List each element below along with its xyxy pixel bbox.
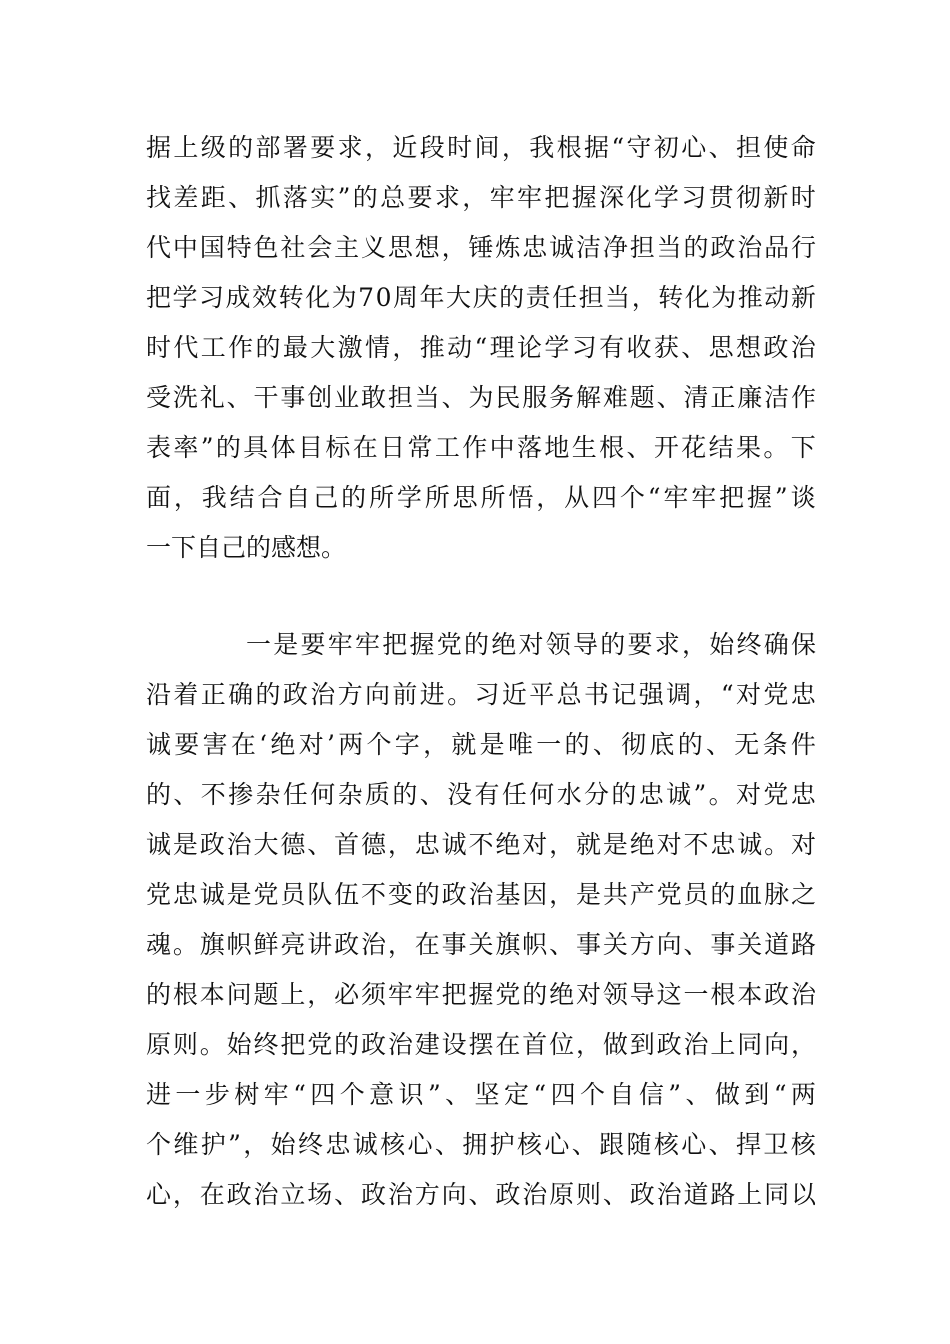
paragraph-line: 面，我结合自己的所学所思所悟，从四个“牢牢把握”谈: [146, 483, 819, 512]
paragraph-line: 诚要害在‘绝对’两个字，就是唯一的、彻底的、无条件: [146, 730, 820, 759]
paragraph-line: 受洗礼、干事创业敢担当、为民服务解难题、清正廉洁作: [146, 383, 818, 412]
paragraph-line: 把学习成效转化为70周年大庆的责任担当，转化为推动新: [146, 283, 818, 312]
paragraph-line: 党忠诚是党员队伍不变的政治基因，是共产党员的血脉之: [146, 880, 818, 909]
paragraph-line: 原则。始终把党的政治建设摆在首位，做到政治上同向，: [146, 1030, 818, 1059]
paragraph-line: 时代工作的最大激情，推动“理论学习有收获、思想政治: [146, 333, 819, 362]
paragraph-line: 的根本问题上，必须牢牢把握党的绝对领导这一根本政治: [146, 980, 818, 1009]
paragraph-line: 的、不掺杂任何杂质的、没有任何水分的忠诚”。对党忠: [146, 780, 819, 809]
paragraph-line: 进一步树牢“四个意识”、坚定“四个自信”、做到“两: [146, 1080, 821, 1109]
paragraph-line: 魂。旗帜鲜亮讲政治，在事关旗帜、事关方向、事关道路: [146, 930, 818, 959]
paragraph-line: 一是要牢牢把握党的绝对领导的要求，始终确保: [246, 630, 819, 659]
paragraph-line: 个维护”，始终忠诚核心、拥护核心、跟随核心、捍卫核: [146, 1130, 819, 1159]
paragraph-line: 诚是政治大德、首德，忠诚不绝对，就是绝对不忠诚。对: [146, 830, 818, 859]
paragraph-line: 心，在政治立场、政治方向、政治原则、政治道路上同以: [146, 1180, 818, 1209]
paragraph-line: 据上级的部署要求，近段时间，我根据“守初心、担使命: [146, 133, 819, 162]
paragraph-line: 一下自己的感想。: [146, 533, 347, 562]
paragraph-line: 表率”的具体目标在日常工作中落地生根、开花结果。下: [146, 433, 819, 462]
paragraph-line: 沿着正确的政治方向前进。习近平总书记强调，“对党忠: [146, 680, 819, 709]
paragraph-line: 找差距、抓落实”的总要求，牢牢把握深化学习贯彻新时: [146, 183, 819, 212]
paragraph-line: 代中国特色社会主义思想，锤炼忠诚洁净担当的政治品行: [146, 233, 818, 262]
